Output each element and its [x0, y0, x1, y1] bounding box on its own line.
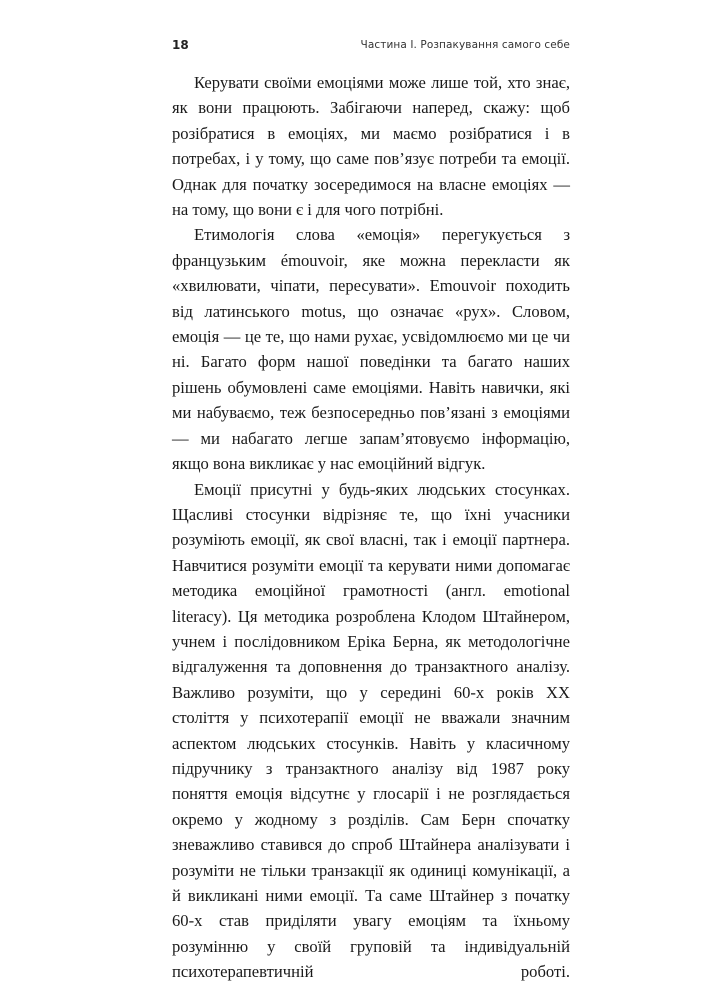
body-text: [172, 70, 570, 985]
running-header: [172, 38, 570, 56]
paragraph-3: Емоції присутні у будь-яких людських стосунках. Щасливі стосунки відрізняє те, що їхні учасники розуміють емоції, як свої власні, так і емоції партнера. Навчитися розуміти емоції та керувати ними допомагає методика емоційної грамотності (англ. emotional literacy). Ця методика розроблена Клодом Штайнером, учнем і послідовником Еріка Берна, як методологічне відгалуження та доповнення до транзактного аналізу. Важливо розуміти, що у середині 60-х років XX століття у психотерапії емоції не вважали значним аспектом людських стосунків. Навіть у класичному підручнику з транзактного аналізу від 1987 року поняття емоція відсутнє у глосарії і не розглядається окремо у жодному з розділів. Сам Берн спочатку зневажливо ставився до спроб Штайнера аналізувати і розуміти не тільки транзакції як одиниці комунікації, а й викликані ними емоції. Та саме Штайнер з початку 60-х став приділяти увагу емоціям та їхньому розумінню у своїй груповій та індивідуальній психотерапевтичній роботі.: [172, 479, 570, 982]
section-title: Частина I. Розпакування самого себе: [360, 39, 570, 51]
paragraph-2: Етимологія слова «емоція» перегукується з французьким émouvoir, яке можна перекласти як «хвилювати, чіпати, пересувати». Emouvoir походить від латинського motus, що означає «рух». Словом, емоція — це те, що нами рухає, усвідомлюємо ми це чи ні. Багато форм нашої поведінки та багато наших рішень обумовлені саме емоціями. Навіть навички, які ми набуваємо, теж безпосередньо пов’язані з емоціями — ми набагато легше запам’ятовуємо інформацію, якщо вона викликає у нас емоційний відгук.: [172, 225, 570, 474]
paragraph-1: Керувати своїми емоціями може лише той, хто знає, як вони працюють. Забігаючи наперед, скажу: щоб розібратися в емоціях, ми маємо розібратися і в потребах, і у тому, що саме пов’язує потреби та емоції. Однак для початку зосередимося на власне емоціях — на тому, що вони є і для чого потрібні.: [172, 73, 570, 220]
page-number: 18: [172, 38, 189, 52]
